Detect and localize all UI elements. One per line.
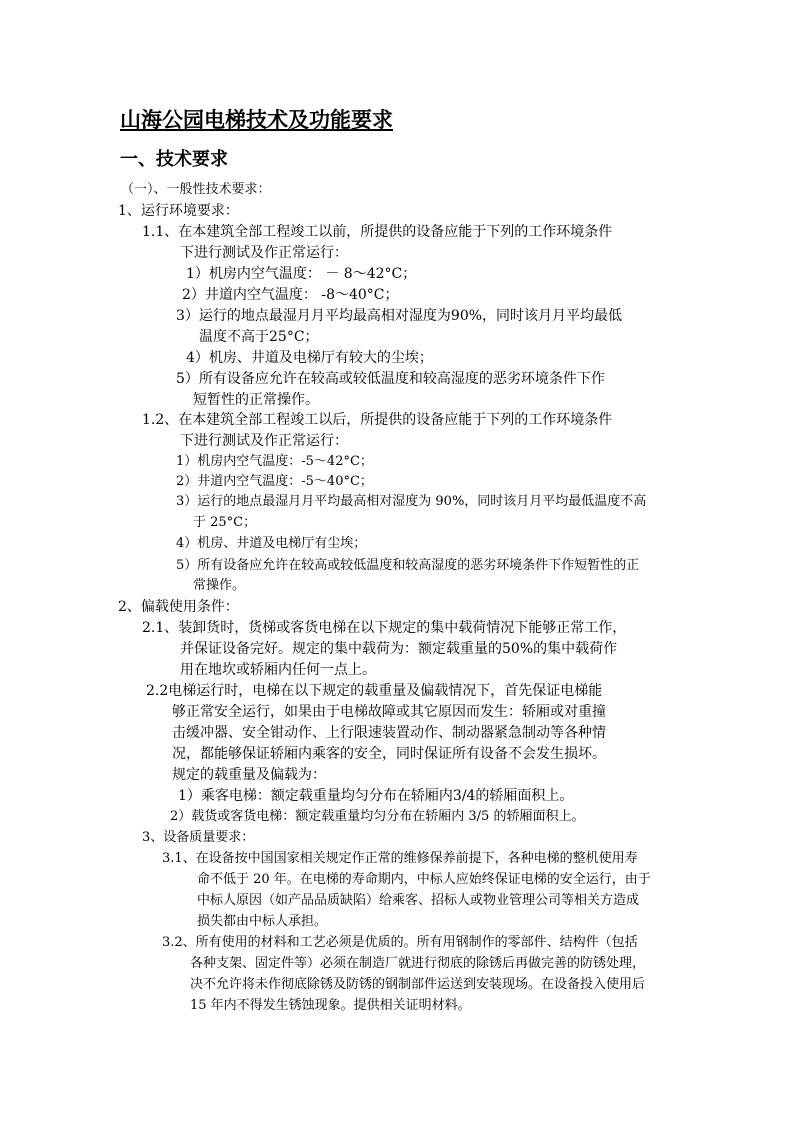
list-item: 1）机房内空气温度：-5～42°C； (176, 454, 373, 469)
paragraph-line: 1.2、在本建筑全部工程竣工以后，所提供的设备应能于下列的工作环境条件 (142, 412, 613, 428)
item-heading: 3、设备质量要求： (142, 830, 255, 845)
paragraph-line: 2.2电梯运行时，电梯在以下规定的载重量及偏载情况下，首先保证电梯能 (146, 683, 603, 699)
section-heading: 一、技术要求 (120, 149, 228, 170)
paragraph-line: 2.1、装卸货时，货梯或客货电梯在以下规定的集中载荷情况下能够正常工作， (142, 620, 627, 636)
list-item: 4）机房、井道及电梯厅有较大的尘埃； (186, 350, 433, 366)
paragraph-line: 中标人原因（如产品品质缺陷）给乘客、招标人或物业管理公司等相关方造成 (197, 893, 640, 908)
list-item: 4）机房、井道及电梯厅有尘埃； (176, 536, 367, 551)
list-item: 1）机房内空气温度： － 8～42°C； (186, 266, 417, 282)
paragraph-line: 用在地坎或轿厢内任何一点上。 (180, 662, 376, 678)
list-item-continued: 常操作。 (193, 578, 246, 593)
paragraph-line: 够正常安全运行，如果由于电梯故障或其它原因而发生：轿厢或对重撞 (172, 704, 606, 720)
list-item-continued: 短暂性的正常操作。 (193, 392, 319, 408)
paragraph-line: 并保证设备完好。规定的集中载荷为：额定载重量的50%的集中载荷作 (180, 641, 618, 657)
item-heading: 1、运行环境要求： (118, 203, 239, 219)
list-item: 1）乘客电梯：额定载重量均匀分布在轿厢内3/4的轿厢面积上。 (178, 788, 574, 804)
paragraph-line: 下进行测试及作正常运行： (180, 245, 348, 261)
paragraph-line: 下进行测试及作正常运行： (180, 433, 348, 449)
document-title: 山海公园电梯技术及功能要求 (120, 107, 393, 132)
paragraph-line: 1.1、在本建筑全部工程竣工以前，所提供的设备应能于下列的工作环境条件 (142, 224, 613, 240)
paragraph-line: 况，都能够保证轿厢内乘客的安全，同时保证所有设备不会发生损坏。 (172, 746, 606, 762)
subsection-heading: （一）、一般性技术要求： (121, 182, 271, 197)
list-item: 2）载货或客货电梯：额定载重量均匀分布在轿厢内 3/5 的轿厢面积上。 (170, 809, 585, 824)
paragraph-line: 规定的载重量及偏载为： (172, 767, 326, 783)
paragraph-line: 损失都由中标人承担。 (197, 914, 328, 929)
paragraph-line: 各种支架、固定件等）必须在制造厂就进行彻底的除锈后再做完善的防锈处理， (190, 956, 646, 971)
item-heading: 2、偏载使用条件： (118, 599, 239, 615)
list-item-continued: 温度不高于25°C； (199, 329, 319, 345)
list-item: 5）所有设备应允许在较高或较低温度和较高湿度的恶劣环境条件下作短暂性的正 (176, 558, 640, 573)
paragraph-line: 命不低于 20 年。在电梯的寿命期内，中标人应始终保证电梯的安全运行，由于 (197, 872, 651, 887)
paragraph-line: 3.2、所有使用的材料和工艺必须是优质的。所有用钢制作的零部件、结构件（包括 (162, 935, 638, 950)
list-item: 3）运行的地点最湿月月平均最高相对湿度为90%，同时该月月平均最低 (176, 308, 623, 324)
paragraph-line: 15 年内不得发生锈蚀现象。提供相关证明材料。 (190, 998, 471, 1013)
paragraph-line: 决不允许将未作彻底除锈及防锈的钢制部件运送到安装现场。在设备投入使用后 (190, 977, 646, 992)
paragraph-line: 3.1、在设备按中国国家相关规定作正常的维修保养前提下，各种电梯的整机使用寿 (162, 851, 638, 866)
list-item: 3）运行的地点最湿月月平均最高相对湿度为 90%，同时该月月平均最低温度不高 (176, 494, 647, 509)
paragraph-line: 击缓冲器、安全钳动作、上行限速装置动作、制动器紧急制动等各种情 (172, 725, 606, 741)
list-item: 2）井道内空气温度： -8～40°C； (182, 287, 399, 303)
list-item-continued: 于 25°C； (193, 515, 257, 530)
list-item: 2）井道内空气温度：-5～40°C； (176, 474, 373, 489)
list-item: 5）所有设备应允许在较高或较低温度和较高湿度的恶劣环境条件下作 (176, 371, 605, 387)
